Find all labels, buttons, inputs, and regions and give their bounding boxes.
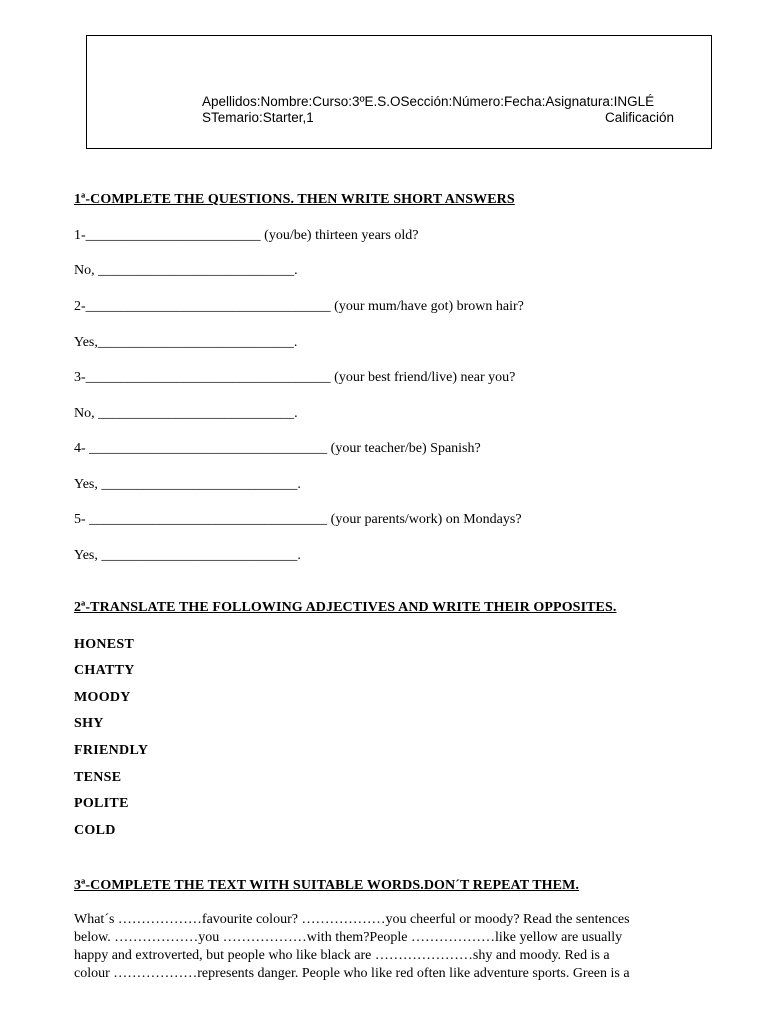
- section-1-title: 1ª-COMPLETE THE QUESTIONS. THEN WRITE SHORT ANSWERS: [74, 192, 515, 207]
- question-2: 2-___________________________________ (your mum/have got) brown hair?: [74, 299, 524, 314]
- paragraph-line: happy and extroverted, but people who like black are …………………shy and moody. Red is a: [74, 948, 610, 963]
- question-1: 1-_________________________ (you/be) thirteen years old?: [74, 228, 419, 243]
- student-info-box: [86, 35, 712, 149]
- answer-3: No, ____________________________.: [74, 406, 298, 421]
- grade-label: Calificación: [605, 110, 675, 125]
- adjective-cold: COLD: [74, 823, 116, 838]
- adjective-polite: POLITE: [74, 796, 129, 811]
- answer-4: Yes, ____________________________.: [74, 477, 301, 492]
- student-info-line-1: Apellidos:Nombre:Curso:3ºE.S.OSección:Número:Fecha:Asignatura:INGLÉ: [202, 94, 655, 109]
- adjective-tense: TENSE: [74, 770, 122, 785]
- question-4: 4- __________________________________ (your teacher/be) Spanish?: [74, 441, 481, 456]
- section-3-paragraph: [74, 911, 696, 983]
- paragraph-line: What´s ………………favourite colour? ………………you cheerful or moody? Read the sentences: [74, 912, 630, 927]
- adjective-chatty: CHATTY: [74, 663, 135, 678]
- question-3: 3-___________________________________ (your best friend/live) near you?: [74, 370, 516, 385]
- paragraph-line: colour ………………represents danger. People who like red often like adventure sports. Green is a: [74, 966, 630, 981]
- section-3-title: 3ª-COMPLETE THE TEXT WITH SUITABLE WORDS.DON´T REPEAT THEM.: [74, 878, 580, 893]
- student-info-line-2: STemario:Starter,1: [202, 110, 314, 125]
- adjective-honest: HONEST: [74, 637, 135, 652]
- adjective-moody: MOODY: [74, 690, 131, 705]
- section-2-title: 2ª-TRANSLATE THE FOLLOWING ADJECTIVES AND WRITE THEIR OPPOSITES.: [74, 600, 617, 615]
- adjective-friendly: FRIENDLY: [74, 743, 149, 758]
- adjective-shy: SHY: [74, 716, 104, 731]
- paragraph-line: below. ………………you ………………with them?People ………………like yellow are usually: [74, 930, 623, 945]
- answer-1: No, ____________________________.: [74, 263, 298, 278]
- answer-5: Yes, ____________________________.: [74, 548, 301, 563]
- answer-2: Yes,____________________________.: [74, 335, 298, 350]
- question-5: 5- __________________________________ (your parents/work) on Mondays?: [74, 512, 522, 527]
